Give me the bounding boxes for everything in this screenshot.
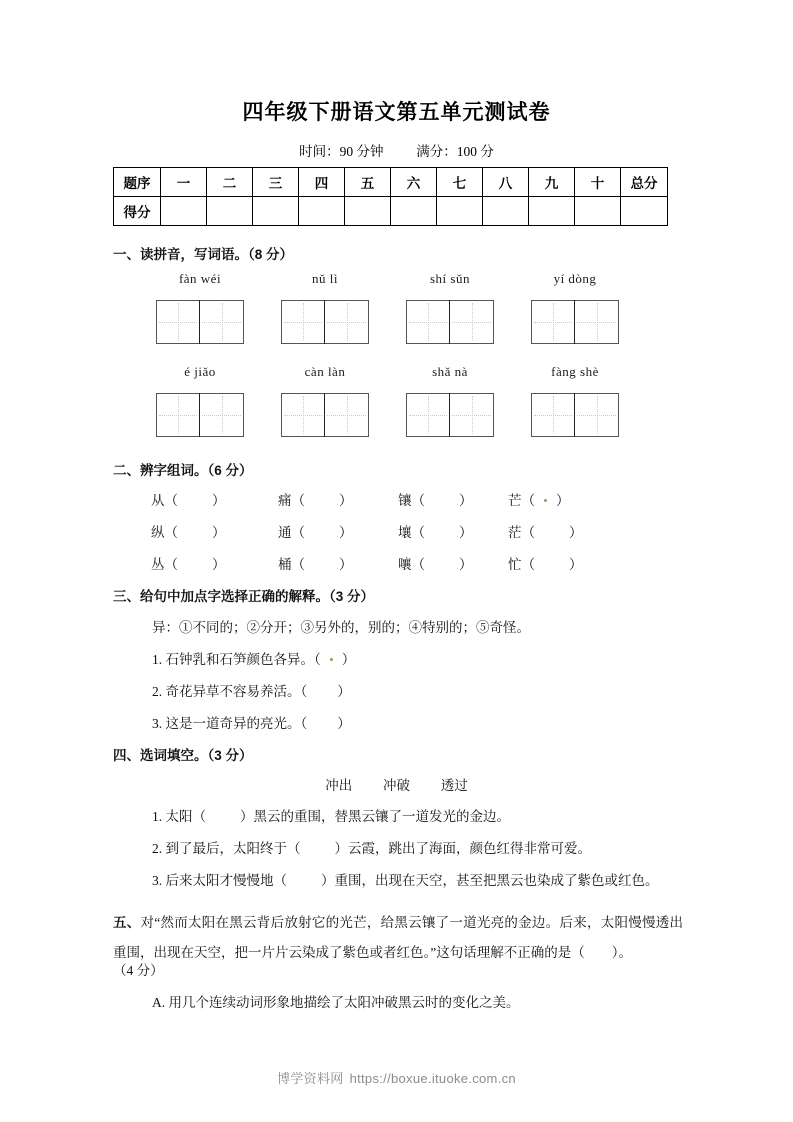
score-cell-8[interactable]	[483, 197, 529, 226]
close-paren: ）	[339, 493, 353, 508]
score-table-col-4: 四	[299, 168, 345, 197]
writing-grid-2[interactable]	[281, 300, 369, 344]
score-cell-total[interactable]	[621, 197, 668, 226]
word-bank-item-2: 冲破	[383, 778, 410, 793]
writing-grid-row-2	[113, 393, 673, 437]
score-table-col-8: 八	[483, 168, 529, 197]
close-paren: ）	[341, 652, 356, 667]
section-5-number: 五、	[113, 915, 141, 930]
pinyin-5: é jiǎo	[184, 364, 216, 379]
char-group-2-4[interactable]	[508, 521, 583, 541]
char-group-2-2[interactable]	[278, 521, 353, 541]
section-3-heading: 三、给句中加点字选择正确的解释。（3 分）	[113, 589, 375, 604]
section-4-item-1[interactable]	[152, 805, 510, 825]
section-3-definition: 异：①不同的；②分开；③另外的，别的；④特别的；⑤奇怪。	[152, 620, 530, 635]
close-paren: ）	[339, 525, 353, 540]
score-cell-9[interactable]	[529, 197, 575, 226]
char-group-label: 从（	[151, 493, 178, 508]
score-table-row-label-score: 得分	[114, 197, 161, 226]
pencil-mark-icon	[330, 658, 333, 661]
pinyin-7: shǎ nà	[432, 364, 468, 379]
char-group-label: 镶（	[398, 493, 425, 508]
grid-cell[interactable]	[156, 393, 200, 437]
question-text: 3. 这是一道奇异的亮光。（	[152, 716, 308, 731]
watermark-site-name: 博学资料网	[277, 1071, 344, 1086]
grid-cell[interactable]	[575, 393, 619, 437]
grid-divider	[574, 393, 575, 437]
page-title: 四年级下册语文第五单元测试卷	[242, 101, 551, 124]
char-group-2-3[interactable]	[398, 521, 473, 541]
section-5-points: （4 分）	[113, 963, 164, 978]
score-table	[113, 167, 668, 226]
score-table-col-7: 七	[437, 168, 483, 197]
section-4-heading: 四、选词填空。（3 分）	[113, 748, 253, 763]
question-text-after: ）云霞，跳出了海面，颜色红得非常可爱。	[334, 841, 591, 856]
score-cell-4[interactable]	[299, 197, 345, 226]
char-group-label: 茫（	[508, 525, 535, 540]
question-text-before: 3. 后来太阳才慢慢地（	[152, 873, 287, 888]
close-paren: ）	[212, 493, 226, 508]
grid-cell[interactable]	[450, 393, 494, 437]
grid-cell[interactable]	[531, 393, 575, 437]
question-text-after: ）重围，出现在天空，甚至把黑云也染成了紫色或红色。	[321, 873, 659, 888]
word-bank	[0, 774, 793, 794]
char-group-label: 纵（	[151, 525, 178, 540]
time-limit-label: 时间：90 分钟	[299, 144, 384, 159]
score-cell-7[interactable]	[437, 197, 483, 226]
question-text-before: 2. 到了最后，太阳终于（	[152, 841, 301, 856]
grid-cell[interactable]	[200, 300, 244, 344]
char-group-row-2	[113, 521, 673, 543]
total-score-label: 满分：100 分	[416, 144, 494, 159]
grid-divider	[324, 300, 325, 344]
pinyin-row-2	[113, 364, 673, 384]
close-paren: ）	[339, 557, 353, 572]
grid-divider	[199, 393, 200, 437]
writing-grid-7[interactable]	[406, 393, 494, 437]
pinyin-row-1	[113, 271, 673, 291]
char-group-label: 忙（	[508, 557, 535, 572]
writing-grid-8[interactable]	[531, 393, 619, 437]
grid-cell[interactable]	[575, 300, 619, 344]
grid-divider	[324, 393, 325, 437]
score-table-col-5: 五	[345, 168, 391, 197]
table-row-question-numbers	[114, 168, 668, 197]
score-table-row-label-question: 题序	[114, 168, 161, 197]
close-paren: ）	[337, 684, 351, 699]
grid-divider	[449, 300, 450, 344]
section-3-item-3[interactable]	[152, 712, 351, 732]
grid-divider	[449, 393, 450, 437]
section-5-question-text: 对“然而太阳在黑云背后放射它的光芒，给黑云镶了一道光亮的金边。后来，太阳慢慢透出重围，出现在天空，把一片片云染成了紫色或者红色。”这句话理解不正确的是（ ）。	[113, 915, 683, 960]
grid-divider	[574, 300, 575, 344]
grid-divider	[199, 300, 200, 344]
grid-cell[interactable]	[406, 393, 450, 437]
pinyin-3: shí sǔn	[430, 271, 470, 286]
section-4-item-3[interactable]	[152, 869, 659, 889]
char-group-label: 通（	[278, 525, 305, 540]
char-group-label: 芒（	[508, 493, 535, 508]
section-3-item-2[interactable]	[152, 680, 351, 700]
score-cell-2[interactable]	[207, 197, 253, 226]
word-bank-item-1: 冲出	[325, 778, 353, 793]
score-table-col-1: 一	[161, 168, 207, 197]
grid-cell[interactable]	[281, 300, 325, 344]
close-paren: ）	[569, 557, 583, 572]
score-table-col-2: 二	[207, 168, 253, 197]
section-1-heading: 一、读拼音，写词语。（8 分）	[113, 247, 294, 262]
word-bank-item-3: 透过	[440, 778, 468, 793]
question-text: 2. 奇花异草不容易养活。（	[152, 684, 308, 699]
writing-grid-5[interactable]	[156, 393, 244, 437]
pinyin-6: càn làn	[304, 364, 346, 379]
grid-cell[interactable]	[406, 300, 450, 344]
pencil-mark-icon	[544, 499, 547, 502]
close-paren: ）	[459, 557, 473, 572]
question-text-before: 1. 太阳（	[152, 809, 206, 824]
grid-cell[interactable]	[531, 300, 575, 344]
grid-cell[interactable]	[325, 300, 369, 344]
pinyin-2: nǔ lì	[312, 271, 338, 286]
char-group-1-3[interactable]	[398, 489, 473, 509]
close-paren: ）	[212, 525, 226, 540]
char-group-label: 痛（	[278, 493, 305, 508]
close-paren: ）	[337, 716, 351, 731]
writing-grid-1[interactable]	[156, 300, 244, 344]
char-group-1-4[interactable]	[508, 489, 570, 509]
writing-grid-3[interactable]	[406, 300, 494, 344]
writing-grid-4[interactable]	[531, 300, 619, 344]
char-group-1-1[interactable]	[151, 489, 226, 509]
char-group-row-1	[113, 489, 673, 511]
writing-grid-6[interactable]	[281, 393, 369, 437]
close-paren: ）	[459, 525, 473, 540]
char-group-label: 丛（	[151, 557, 178, 572]
writing-grid-row-1	[113, 300, 673, 344]
table-row-scores	[114, 197, 668, 226]
exam-meta	[0, 140, 793, 160]
section-4-item-2[interactable]	[152, 837, 591, 857]
question-text: 1. 石钟乳和石笋颜色各异。（	[152, 652, 321, 667]
score-table-col-10: 十	[575, 168, 621, 197]
footer-watermark	[0, 1068, 793, 1087]
grid-cell[interactable]	[450, 300, 494, 344]
char-group-label: 壤（	[398, 525, 425, 540]
score-cell-10[interactable]	[575, 197, 621, 226]
question-text-after: ）黑云的重围，替黑云镶了一道发光的金边。	[240, 809, 510, 824]
char-group-2-1[interactable]	[151, 521, 226, 541]
score-table-col-6: 六	[391, 168, 437, 197]
char-group-3-4[interactable]	[508, 553, 583, 573]
close-paren: ）	[556, 493, 570, 508]
score-table-col-total: 总分	[621, 168, 668, 197]
char-group-1-2[interactable]	[278, 489, 353, 509]
char-group-label: 嚷（	[398, 557, 425, 572]
pinyin-8: fàng shè	[551, 364, 599, 379]
score-cell-3[interactable]	[253, 197, 299, 226]
score-table-col-9: 九	[529, 168, 575, 197]
char-group-row-3	[113, 553, 673, 575]
grid-cell[interactable]	[281, 393, 325, 437]
section-5-option-a[interactable]: A. 用几个连续动词形象地描绘了太阳冲破黑云时的变化之美。	[152, 995, 520, 1010]
char-group-3-3[interactable]	[398, 553, 473, 573]
grid-cell[interactable]	[325, 393, 369, 437]
pinyin-1: fàn wéi	[178, 271, 222, 286]
close-paren: ）	[459, 493, 473, 508]
grid-cell[interactable]	[156, 300, 200, 344]
pinyin-4: yí dòng	[553, 271, 597, 286]
section-2-heading: 二、辨字组词。（6 分）	[113, 463, 253, 478]
score-table-col-3: 三	[253, 168, 299, 197]
score-cell-6[interactable]	[391, 197, 437, 226]
grid-cell[interactable]	[200, 393, 244, 437]
score-cell-1[interactable]	[161, 197, 207, 226]
char-group-label: 桶（	[278, 557, 305, 572]
watermark-url: https://boxue.ituoke.com.cn	[349, 1071, 516, 1086]
section-5-question	[113, 908, 683, 968]
section-3-item-1[interactable]	[152, 648, 355, 668]
close-paren: ）	[569, 525, 583, 540]
score-cell-5[interactable]	[345, 197, 391, 226]
char-group-3-2[interactable]	[278, 553, 353, 573]
char-group-3-1[interactable]	[151, 553, 226, 573]
close-paren: ）	[212, 557, 226, 572]
